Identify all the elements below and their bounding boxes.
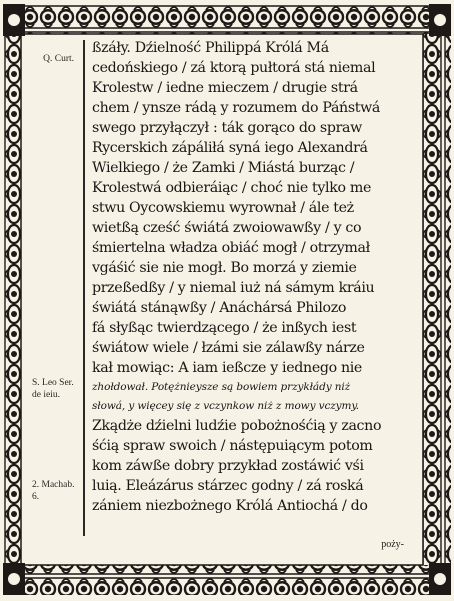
- text-line: stwu Oycowskiemu wyrownał / ále też: [92, 200, 354, 216]
- text-line: świátow wiele / łzámi sie zálawßy nárze: [92, 340, 365, 356]
- italic-quote-line: zhołdował. Potężnieysze są bowiem przykłády niż: [92, 381, 351, 393]
- text-line: kom záwße dobry przykład zostáwić vśi: [92, 458, 364, 474]
- text-line: cedońskiego / zá ktorą pułtorá stá niemal: [92, 60, 376, 76]
- text-line: ßzáły. Dźielność Philippá Królá Má: [92, 40, 329, 56]
- text-line: przeßedßy / y niemal iuż ná sámym kráiu: [92, 280, 375, 296]
- text-line: Krolestwá odbieráiąc / choć nie tylko me: [92, 180, 371, 196]
- text-line: zániem niezbożnego Królá Antiochá / do: [92, 498, 368, 514]
- text-line: Wielkiego / że Zamki / Miástá burząc /: [92, 160, 355, 176]
- text-line: chem / ynsze rádą y rozumem do Páństwá: [92, 100, 381, 116]
- italic-quote-line: słowá, y więcey się z vczynkow niż z mowy vczymy.: [92, 400, 360, 412]
- margin-note: S. Leo Ser. de ieiu.: [32, 378, 74, 400]
- catchword: poży-: [381, 539, 404, 550]
- column-divider: [83, 40, 85, 536]
- text-line: Rycerskich zápáliłá syná iego Alexandrá: [92, 140, 368, 156]
- text-line: świátá stánąwßy / Anáchársá Philozo: [92, 300, 347, 316]
- text-line: Krolestw / iedne mieczem / drugie strá: [92, 80, 358, 96]
- text-line: wietßą cześć świátá zwoiowawßy / y co: [92, 220, 362, 236]
- text-line: śćią spraw swoich / nástępuiącym potom: [92, 438, 373, 454]
- text-line: Zkądże dźielni ludźie pobożnośćią y zacno: [92, 418, 382, 434]
- text-line: śmiertelna władza obiáć mogł / otrzymał: [92, 240, 370, 256]
- text-line: swego przyłączył : ták gorąco do spraw: [92, 120, 362, 136]
- margin-note: 2. Machab. 6.: [32, 480, 75, 502]
- text-line: vgáśić sie nie mogł. Bo morzá y ziemie: [92, 260, 357, 276]
- margin-note: Q. Curt.: [43, 54, 74, 64]
- margin-notes-column: [20, 40, 80, 540]
- text-line: kał mowiąc: A iam ießcze y iednego nie: [92, 360, 362, 376]
- text-line: luią. Eleázárus stárzec godny / zá roská: [92, 478, 364, 494]
- body-text: [92, 38, 408, 516]
- text-line: fá słyßąc twierdzącego / że inßych iest: [92, 320, 357, 336]
